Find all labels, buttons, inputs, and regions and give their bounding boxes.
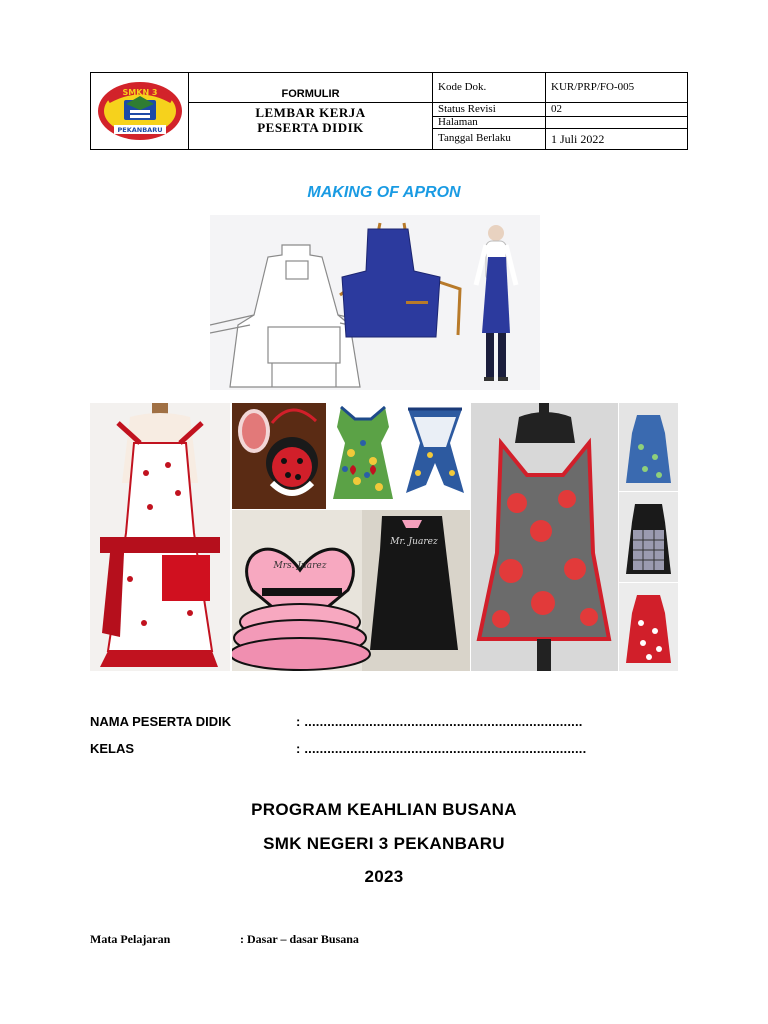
school-heading: SMK NEGERI 3 PEKANBARU bbox=[263, 834, 505, 853]
photo-small-apron-1 bbox=[619, 403, 678, 491]
program-heading: PROGRAM KEAHLIAN BUSANA bbox=[251, 800, 517, 819]
meta-label-tanggal: Tanggal Berlaku bbox=[438, 132, 511, 144]
black-apron-text: Mr. Juarez bbox=[390, 537, 438, 547]
meta-value-tanggal: 1 Juli 2022 bbox=[551, 132, 605, 146]
worksheet-title: MAKING OF APRON bbox=[307, 184, 461, 201]
document-header-table bbox=[90, 72, 688, 150]
meta-label-status: Status Revisi bbox=[438, 103, 496, 115]
subject-label: Mata Pelajaran bbox=[90, 932, 171, 946]
svg-text:SMKN 3: SMKN 3 bbox=[122, 88, 158, 97]
form-label: FORMULIR bbox=[281, 88, 340, 100]
svg-text:PEKANBARU: PEKANBARU bbox=[117, 126, 163, 134]
meta-label-halaman: Halaman bbox=[438, 116, 478, 128]
photo-floral-apron-back bbox=[400, 403, 470, 509]
apron-technical-illustration bbox=[210, 215, 540, 390]
document-title-line2: PESERTA DIDIK bbox=[257, 120, 364, 135]
field-input-kelas[interactable]: : .......................................................................... bbox=[296, 741, 587, 756]
school-logo bbox=[91, 73, 189, 149]
subject-value: : Dasar – dasar Busana bbox=[240, 932, 359, 946]
field-label-nama: NAMA PESERTA DIDIK bbox=[90, 714, 232, 729]
field-input-nama[interactable]: : ......................................................................... bbox=[296, 714, 583, 729]
year-heading: 2023 bbox=[364, 867, 404, 886]
heart-apron-text: Mrs. Juarez bbox=[273, 561, 327, 571]
meta-value-kode: KUR/PRP/FO-005 bbox=[551, 81, 635, 93]
photo-red-floral-apron bbox=[471, 403, 618, 671]
meta-value-status: 02 bbox=[551, 103, 562, 115]
photo-floral-apron-front bbox=[327, 403, 399, 509]
photo-small-apron-3 bbox=[619, 583, 678, 671]
field-label-kelas: KELAS bbox=[90, 741, 135, 756]
document-title bbox=[189, 103, 432, 149]
photo-ladybug-apron bbox=[232, 403, 326, 509]
meta-label-kode: Kode Dok. bbox=[438, 81, 487, 93]
photo-cherry-apron bbox=[90, 403, 230, 671]
document-title-line1: LEMBAR KERJA bbox=[255, 105, 366, 120]
photo-small-apron-2 bbox=[619, 492, 678, 582]
photo-heart-and-black-aprons bbox=[232, 510, 470, 671]
